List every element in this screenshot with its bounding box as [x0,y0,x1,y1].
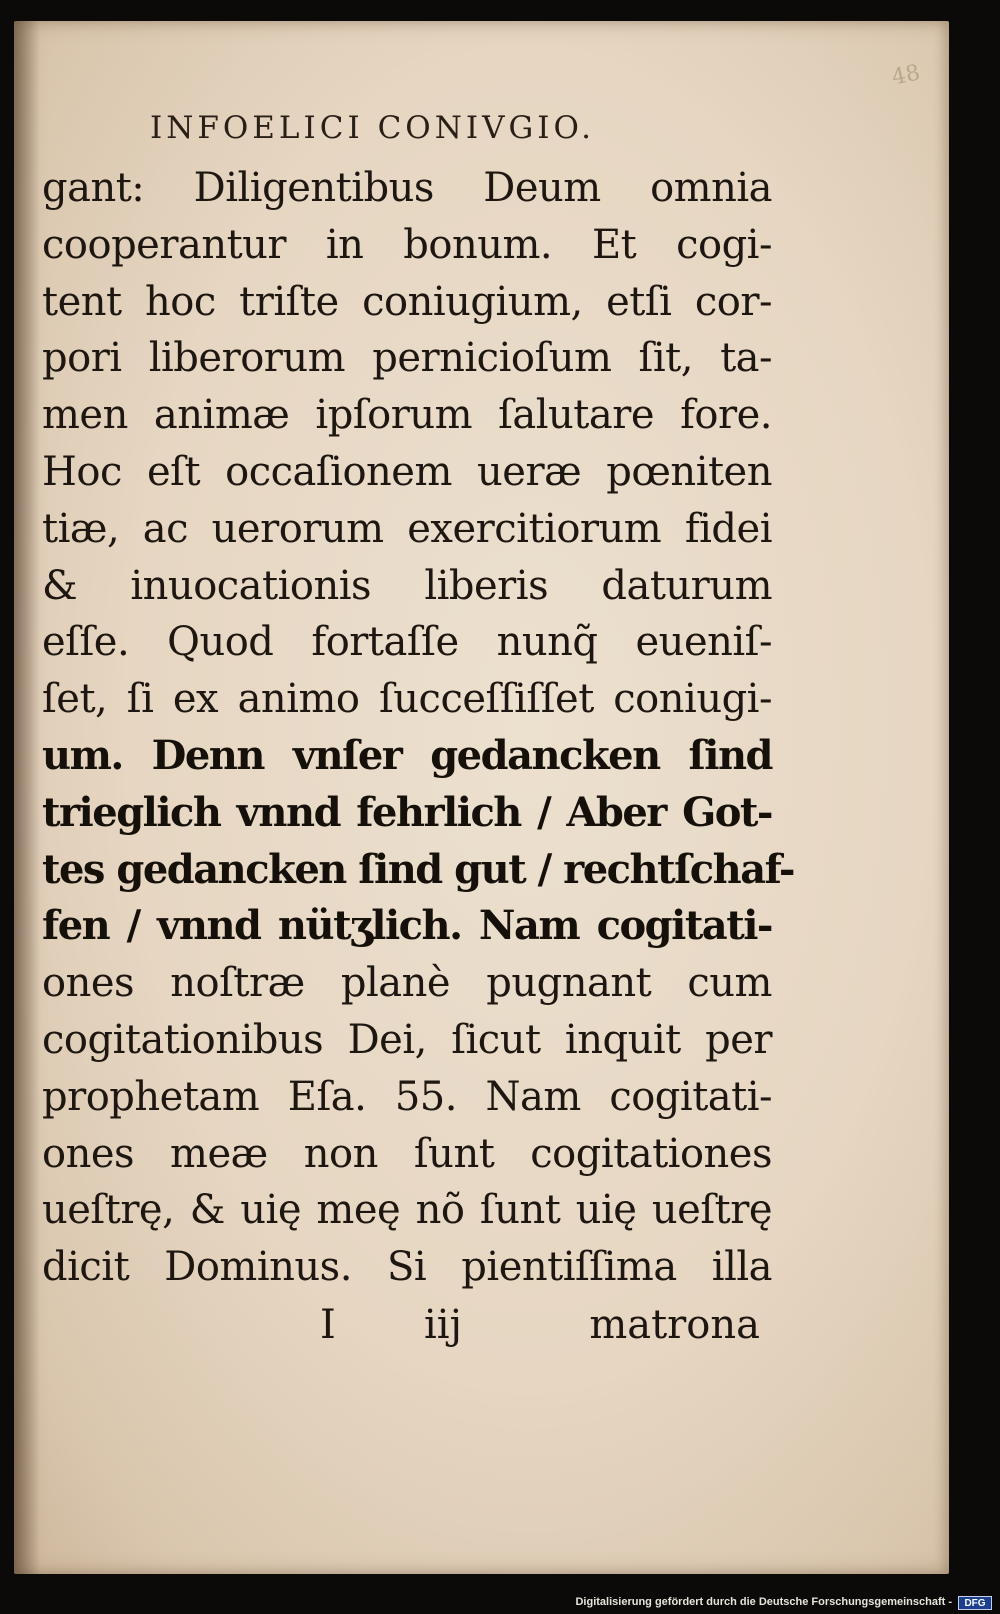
page-footer [320,1302,760,1358]
digitization-footer [0,1574,1000,1614]
text-line: prophetam Eſa. 55. Nam cogitati- [42,1073,772,1120]
text-line: tent hoc triſte coniugium, etſi cor- [42,278,772,325]
text-line: & inuocationis liberis daturum [42,562,772,609]
text-line: um. Denn vnſer gedancken ſind [42,731,772,779]
text-line: cooperantur in bonum. Et cogi- [42,221,772,268]
text-line: dicit Dominus. Si pientiſſima illa [42,1244,772,1291]
text-line: pori liberorum pernicioſum ſit, ta- [42,335,772,382]
text-line: cogitationibus Dei, ſicut inquit per [42,1016,772,1063]
text-line: ones meæ non ſunt cogitationes [42,1130,772,1177]
text-line: eſſe. Quod fortaſſe nunq̃ eueniſ- [42,619,772,666]
text-line: tiæ, ac uerorum exercitiorum fidei [42,505,772,552]
text-line: ſet, ſi ex animo ſucceſſiſſet coniugi- [42,676,772,723]
gutter-shadow [14,21,40,1574]
text-line: tes gedancken ſind gut / rechtſchaf- [42,845,795,893]
catchword: matrona [589,1302,760,1348]
signature-mark: I [320,1302,336,1348]
dfg-logo: DFG [958,1596,992,1610]
handwritten-page-number: 48 [889,60,923,91]
text-line: ueſtrę, & uię meę nõ ſunt uię ueſtrę [42,1187,772,1234]
text-line: gant: Diligentibus Deum omnia [42,165,772,211]
text-line: trieglich vnnd fehrlich / Aber Got- [42,788,772,836]
running-head: INFOELICI CONIVGIO. [150,110,595,146]
text-line: men animæ ipſorum ſalutare fore. [42,392,772,439]
digitization-credit: Digitalisierung gefördert durch die Deutsche Forschungsgemeinschaft - [575,1596,952,1608]
text-block [42,160,795,1296]
text-line: fen / vnnd nütʒlich. Nam cogitati- [42,902,772,950]
text-line: ones noſtræ planè pugnant cum [42,960,772,1007]
text-line: Hoc eſt occaſionem ueræ pœniten [42,448,772,495]
folio-number: iij [424,1302,462,1348]
